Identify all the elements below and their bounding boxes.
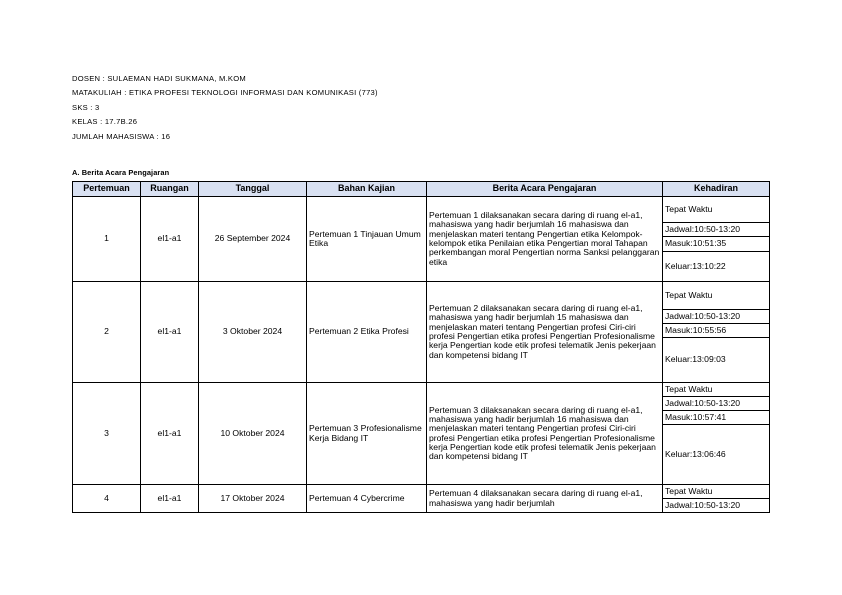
cell-ruangan: el1-a1 — [141, 383, 199, 485]
col-header-berita-acara: Berita Acara Pengajaran — [427, 182, 663, 197]
cell-berita-acara: Pertemuan 3 dilaksanakan secara daring di ruang el-a1, mahasiswa yang hadir berjumlah 16 mahasiswa dan menjelaskan materi tentang Pengertian profesi Ciri-ciri profesi Pengertian etika profesi Pengertian Profesionalisme kerja Pengertian kode etik profesi telematik Jenis pekerjaan dan kompetensi bidang IT — [427, 383, 663, 485]
col-header-pertemuan: Pertemuan — [73, 182, 141, 197]
cell-status: Tepat Waktu — [663, 383, 770, 397]
cell-berita-acara: Pertemuan 4 dilaksanakan secara daring di ruang el-a1, mahasiswa yang hadir berjumlah — [427, 485, 663, 513]
cell-pertemuan: 3 — [73, 383, 141, 485]
table-header-row — [73, 182, 770, 197]
dosen-line: DOSEN : SULAEMAN HADI SUKMANA, M.KOM — [72, 74, 246, 83]
matakuliah-line: MATAKULIAH : ETIKA PROFESI TEKNOLOGI INFORMASI DAN KOMUNIKASI (773) — [72, 88, 378, 98]
cell-tanggal: 3 Oktober 2024 — [199, 282, 307, 383]
table-row — [73, 282, 770, 310]
cell-tanggal: 17 Oktober 2024 — [199, 485, 307, 513]
cell-pertemuan: 2 — [73, 282, 141, 383]
cell-status: Tepat Waktu — [663, 197, 770, 223]
cell-tanggal: 10 Oktober 2024 — [199, 383, 307, 485]
section-title: A. Berita Acara Pengajaran — [72, 168, 170, 177]
table-row — [73, 383, 770, 397]
cell-ruangan: el1-a1 — [141, 282, 199, 383]
cell-jadwal: Jadwal:10:50-13:20 — [663, 397, 770, 411]
cell-bahan-kajian: Pertemuan 1 Tinjauan Umum Etika — [307, 197, 427, 282]
cell-masuk: Masuk:10:55:56 — [663, 324, 770, 338]
kelas-line: KELAS : 17.7B.26 — [72, 117, 138, 127]
col-header-bahan-kajian: Bahan Kajian — [307, 182, 427, 197]
cell-jadwal: Jadwal:10:50-13:20 — [663, 310, 770, 324]
cell-keluar: Keluar:13:06:46 — [663, 425, 770, 485]
col-header-kehadiran: Kehadiran — [663, 182, 770, 197]
cell-keluar: Keluar:13:10:22 — [663, 252, 770, 282]
cell-pertemuan: 4 — [73, 485, 141, 513]
cell-masuk: Masuk:10:51:35 — [663, 237, 770, 252]
cell-berita-acara: Pertemuan 1 dilaksanakan secara daring di ruang el-a1, mahasiswa yang hadir berjumlah 16 mahasiswa dan menjelaskan materi tentang Pengertian etika Kelompok-kelompok etika Penilaian etika Pengertian moral Tahapan perkembangan moral Pengertian norma Sanksi pelanggaran etika — [427, 197, 663, 282]
jumlah-mahasiswa-line: JUMLAH MAHASISWA : 16 — [72, 131, 171, 141]
cell-masuk: Masuk:10:57:41 — [663, 411, 770, 425]
table-row — [73, 197, 770, 223]
table-row — [73, 485, 770, 499]
cell-bahan-kajian: Pertemuan 4 Cybercrime — [307, 485, 427, 513]
cell-status: Tepat Waktu — [663, 282, 770, 310]
cell-keluar: Keluar:13:09:03 — [663, 338, 770, 383]
cell-berita-acara: Pertemuan 2 dilaksanakan secara daring di ruang el-a1, mahasiswa yang hadir berjumlah 15 mahasiswa dan menjelaskan materi tentang Pengertian profesi Ciri-ciri profesi Pengertian etika profesi Pengertian Profesionalisme kerja Pengertian kode etik profesi telematik Jenis pekerjaan dan kompetensi bidang IT — [427, 282, 663, 383]
cell-pertemuan: 1 — [73, 197, 141, 282]
cell-bahan-kajian: Pertemuan 3 Profesionalisme Kerja Bidang IT — [307, 383, 427, 485]
col-header-tanggal: Tanggal — [199, 182, 307, 197]
cell-ruangan: el1-a1 — [141, 485, 199, 513]
cell-tanggal: 26 September 2024 — [199, 197, 307, 282]
berita-acara-table — [72, 181, 770, 513]
cell-bahan-kajian: Pertemuan 2 Etika Profesi — [307, 282, 427, 383]
sks-line: SKS : 3 — [72, 102, 100, 112]
cell-status: Tepat Waktu — [663, 485, 770, 499]
cell-jadwal: Jadwal:10:50-13:20 — [663, 223, 770, 237]
header-info — [72, 72, 378, 144]
cell-ruangan: el1-a1 — [141, 197, 199, 282]
col-header-ruangan: Ruangan — [141, 182, 199, 197]
cell-jadwal: Jadwal:10:50-13:20 — [663, 499, 770, 513]
